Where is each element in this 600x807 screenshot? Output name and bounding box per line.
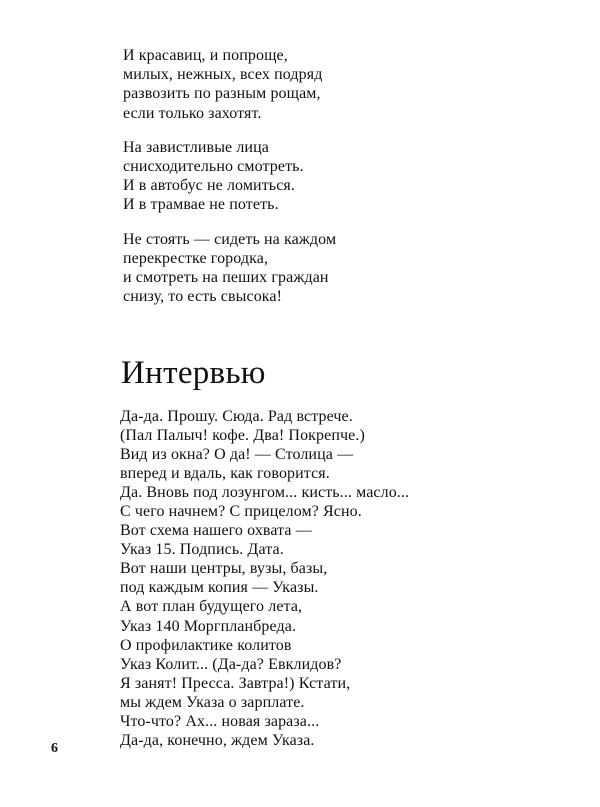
poem-line: перекрестке городка,: [123, 249, 269, 267]
poem-line: И в автобус не ломиться.: [123, 177, 295, 195]
poem-line: Указ 140 Моргпланбреда.: [120, 617, 297, 635]
poem-line: Да-да. Прошу. Сюда. Рад встрече.: [120, 408, 353, 425]
poem-line: под каждым копия — Указы.: [120, 579, 319, 597]
poem-line: вперед и вдаль, как говорится.: [120, 465, 330, 483]
poem-line: Указ Колит... (Да-да? Евклидов?: [120, 655, 342, 673]
page-number: 6: [51, 741, 58, 756]
poem-line: И красавиц, и попроще,: [123, 47, 288, 64]
poem-line: На завистливые лица: [123, 138, 269, 156]
poem-line: милых, нежных, всех подряд: [123, 66, 323, 84]
poem-title: Интервью: [121, 355, 266, 391]
poem-line: И в трамвае не потеть.: [123, 196, 279, 214]
poem-line: Вот наши центры, вузы, базы,: [120, 560, 328, 578]
poem-line: мы ждем Указа о зарплате.: [120, 693, 305, 711]
poem-line: Я занят! Пресса. Завтра!) Кстати,: [120, 674, 351, 692]
poem-line: развозить по разным рощам,: [123, 85, 321, 103]
poem-line: О профилактике колитов: [120, 636, 292, 654]
poem-line: Указ 15. Подпись. Дата.: [120, 541, 284, 559]
poem-line: Что-что? Ах... новая зараза...: [120, 712, 320, 730]
poem-line: Вот схема нашего охвата —: [120, 522, 312, 540]
poem-line: если только захотят.: [123, 104, 262, 122]
poem-continuation: [123, 46, 483, 321]
stanza-2: [123, 138, 483, 215]
poem-line: (Пал Палыч! кофе. Два! Покрепче.): [120, 427, 365, 445]
poem-line: Да. Вновь под лозунгом... кисть... масло...: [120, 484, 410, 502]
stanza-3: [123, 230, 483, 307]
poem-line: С чего начнем? С прицелом? Ясно.: [120, 503, 362, 521]
poem-line: снисходительно смотреть.: [123, 158, 304, 176]
interview-poem: [120, 407, 500, 750]
poem-line: Да-да, конечно, ждем Указа.: [120, 731, 315, 749]
stanza-1: [123, 46, 483, 123]
poem-line: Не стоять — сидеть на каждом: [123, 230, 337, 248]
poem-line: и смотреть на пеших граждан: [123, 269, 329, 287]
poem-line: А вот план будущего лета,: [120, 598, 303, 616]
poem-line: Вид из окна? О да! — Столица —: [120, 446, 354, 464]
poem-line: снизу, то есть свысока!: [123, 288, 283, 306]
